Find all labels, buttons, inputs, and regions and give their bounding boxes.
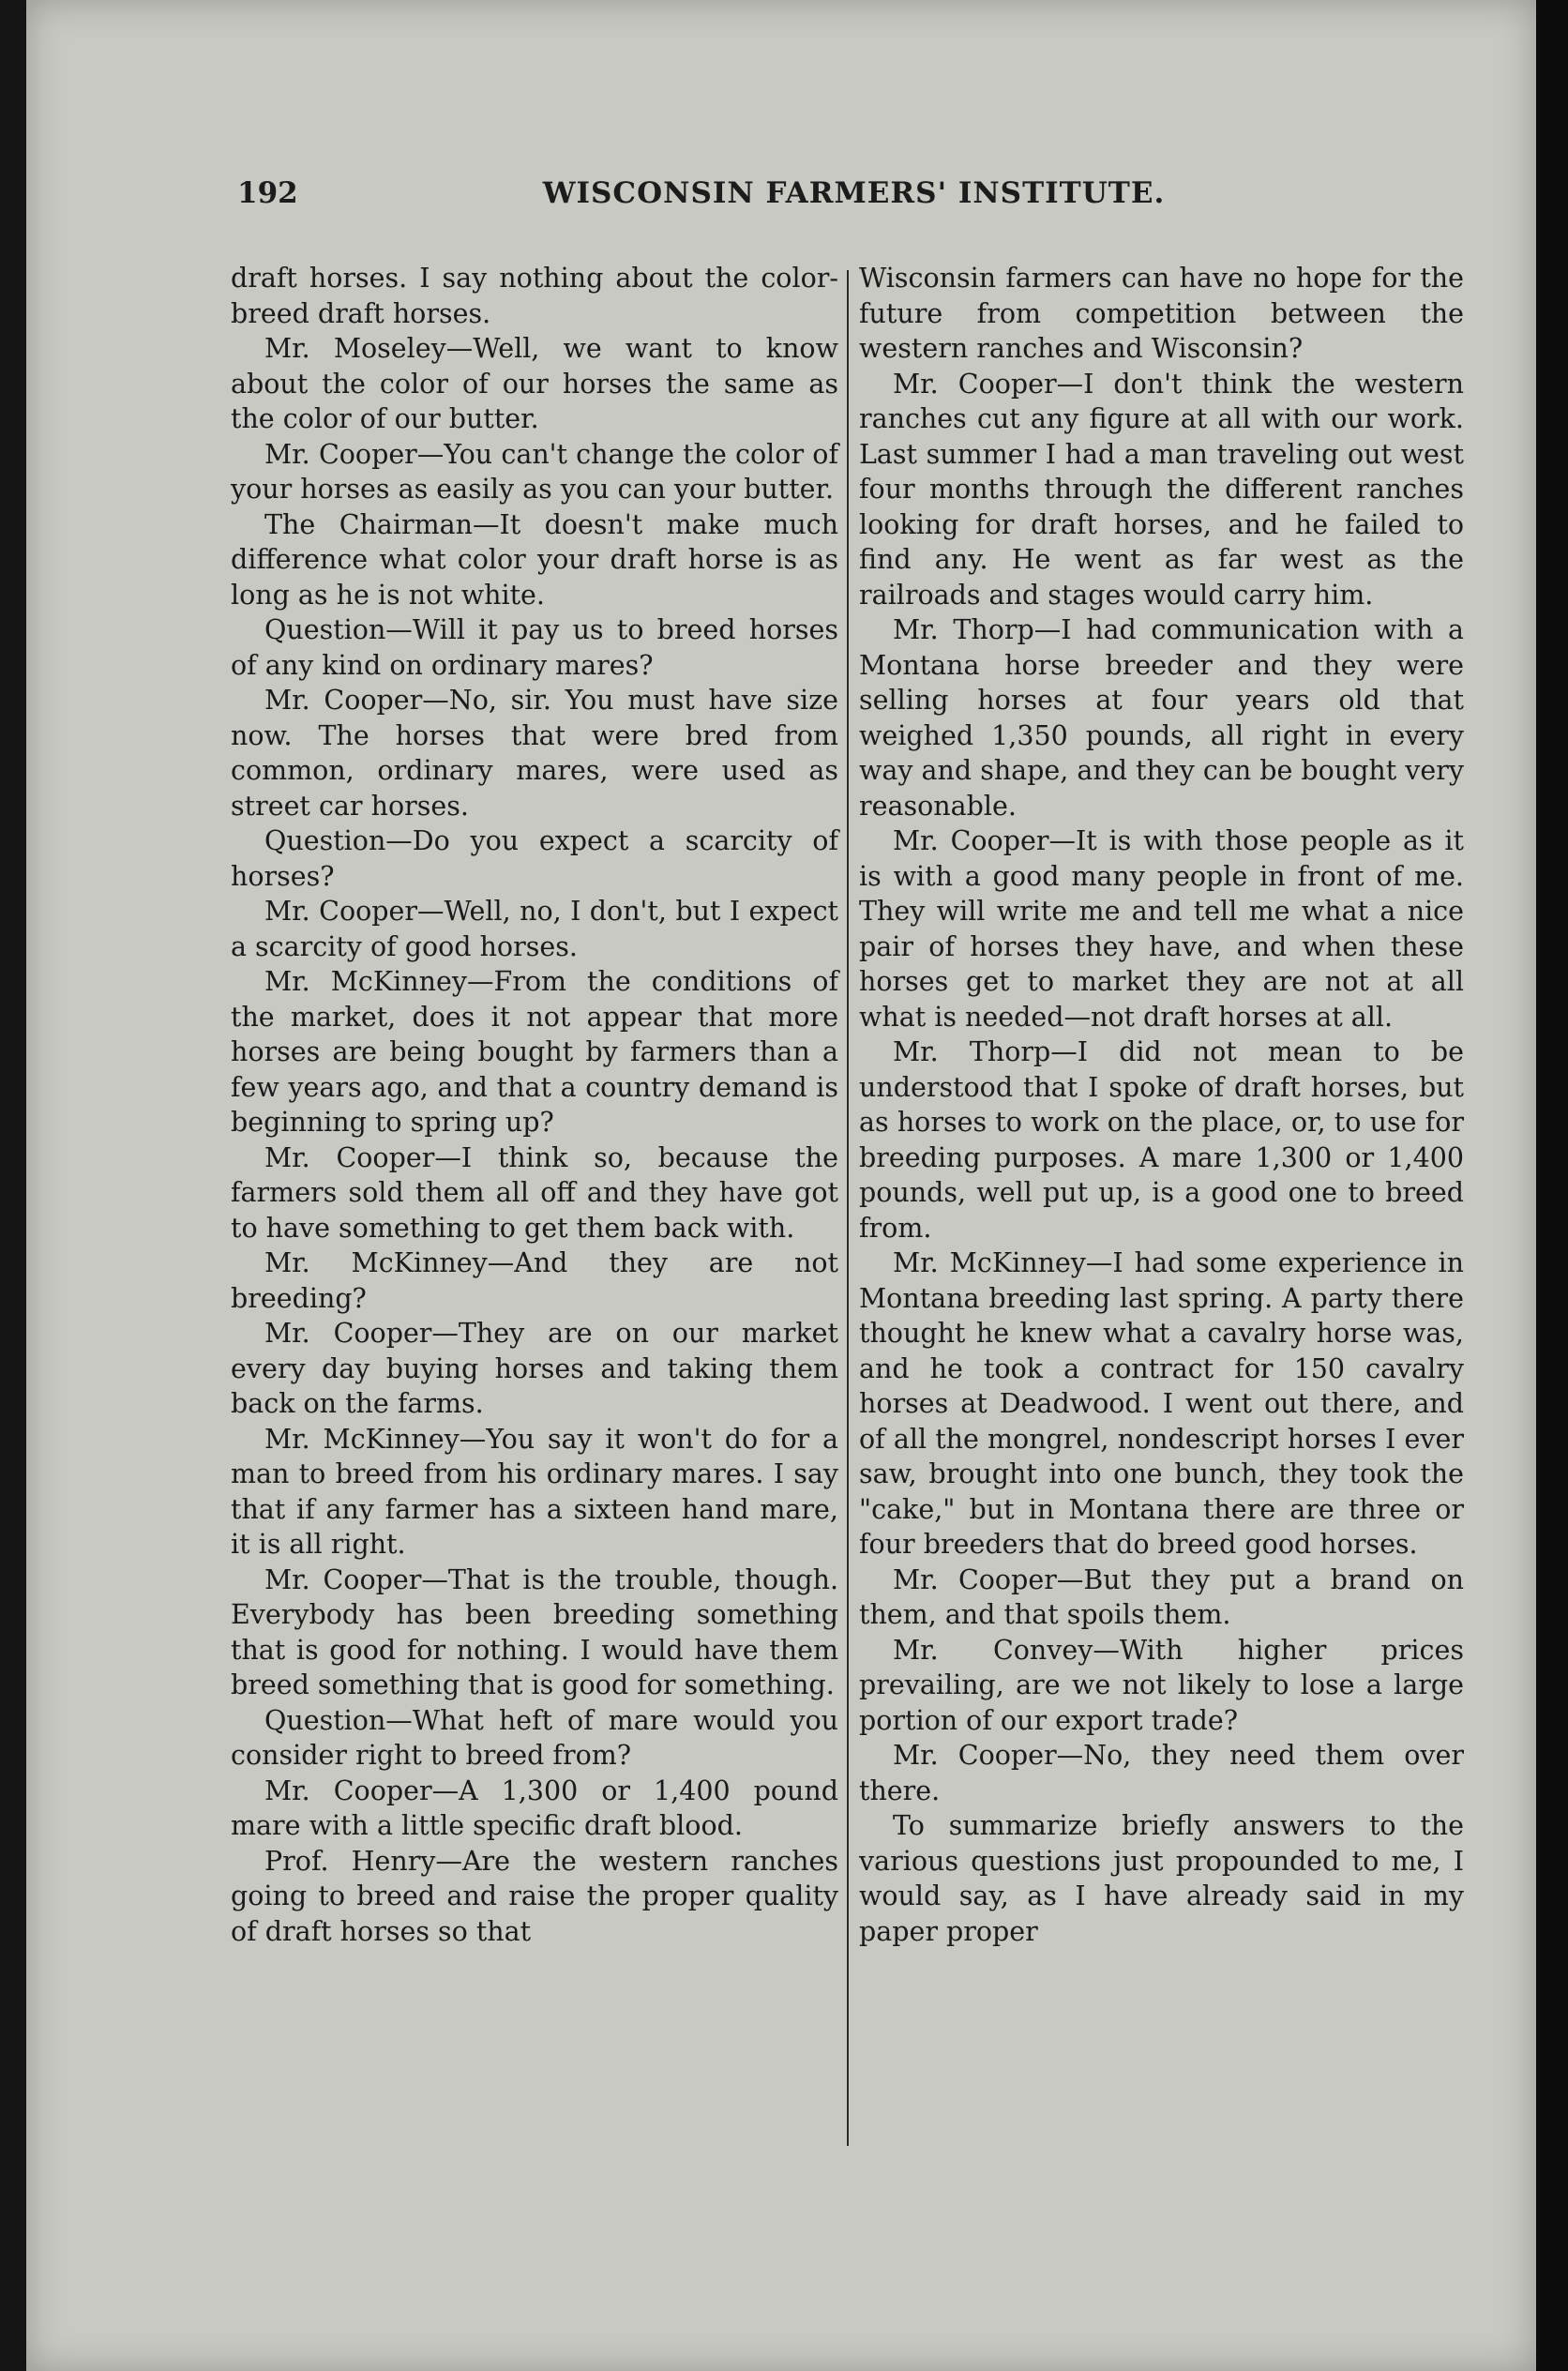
paragraph: Wisconsin farmers can have no hope for the future from competition between the western ranches and Wisconsin? [859,263,1464,364]
paragraph: draft horses. I say nothing about the color-breed draft horses. [231,263,838,329]
paragraph: Mr. Cooper—Well, no, I don't, but I expect a scarcity of good horses. [231,896,838,962]
paragraph: Mr. Thorp—I did not mean to be understood that I spoke of draft horses, but as horses to work on the place, or, to use for breeding purposes. A mare 1,300 or 1,400 pounds, well put up, is a good one to breed from. [859,1036,1464,1244]
paragraph: To summarize briefly answers to the various questions just propounded to me, I would say, as I have already said in my paper proper [859,1810,1464,1947]
scan-border [1536,0,1568,2371]
paragraph: Mr. Cooper—It is with those people as it is with a good many people in front of me. They will write me and tell me what a nice pair of horses they have, and when these horses get to market they are not at all what is needed—not draft horses at all. [859,825,1464,1033]
paragraph: Mr. Cooper—They are on our market every day buying horses and taking them back on the farms. [231,1318,838,1419]
paragraph: Mr. Cooper—You can't change the color of your horses as easily as you can your butter. [231,438,838,505]
paragraph: Mr. McKinney—And they are not breeding? [231,1247,838,1314]
paragraph: Mr. Cooper—A 1,300 or 1,400 pound mare with a little specific draft blood. [231,1774,838,1841]
paragraph: Prof. Henry—Are the western ranches going to breed and raise the proper quality of draft horses so that [231,1845,838,1947]
paragraph: Mr. McKinney—I had some experience in Montana breeding last spring. A party there thought he knew what a cavalry horse was, and he took a contract for 150 cavalry horses at Deadwood. I went out there, and of all the mongrel, nondescript horses I ever saw, brought into one bunch, they took the "cake," but in Montana there are three or four breeders that do breed good horses. [859,1247,1464,1560]
paragraph: Question—Do you expect a scarcity of horses? [231,825,838,892]
paragraph: Mr. Cooper—No, sir. You must have size now. The horses that were bred from common, ordinary mares, were used as street car horses. [231,685,838,822]
paragraph: Mr. Moseley—Well, we want to know about the color of our horses the same as the color of our butter. [231,333,838,434]
paragraph: Mr. Cooper—But they put a brand on them, and that spoils them. [859,1563,1464,1630]
paragraph: Mr. Cooper—No, they need them over there. [859,1740,1464,1806]
paragraph: Question—What heft of mare would you consider right to breed from? [231,1704,838,1771]
page-number: 192 [237,176,298,210]
paragraph: Mr. Cooper—I don't think the western ranches cut any figure at all with our work. Last summer I had a man traveling out west four months through the different ranches looking for draft horses, and he failed to find any. He went as far west as the railroads and stages would carry him. [859,368,1464,611]
paragraph: Mr. McKinney—From the conditions of the market, does it not appear that more horses are being bought by farmers than a few years ago, and that a country demand is beginning to spring up? [231,966,838,1138]
paragraph: Mr. Thorp—I had communication with a Montana horse breeder and they were selling horses at four years old that weighed 1,350 pounds, all right in every way and shape, and they can be bought very reasonable. [859,614,1464,822]
paragraph: Mr. Cooper—I think so, because the farmers sold them all off and they have got to have something to get them back with. [231,1141,838,1244]
left-column [231,261,838,1949]
paragraph: Mr. Convey—With higher prices prevailing, are we not likely to lose a large portion of our export trade? [859,1634,1464,1736]
column-divider [847,270,849,2146]
right-column [859,261,1464,1949]
paragraph: Question—Will it pay us to breed horses of any kind on ordinary mares? [231,614,838,681]
page-header [237,176,1470,216]
scanned-page [26,0,1536,2371]
paragraph: Mr. Cooper—That is the trouble, though. Everybody has been breeding something that is good for nothing. I would have them breed something that is good for something. [231,1563,838,1700]
paragraph: Mr. McKinney—You say it won't do for a man to breed from his ordinary mares. I say that if any farmer has a sixteen hand mare, it is all right. [231,1423,838,1560]
paragraph: The Chairman—It doesn't make much difference what color your draft horse is as long as he is not white. [231,508,838,611]
running-title: WISCONSIN FARMERS' INSTITUTE. [542,176,1166,210]
